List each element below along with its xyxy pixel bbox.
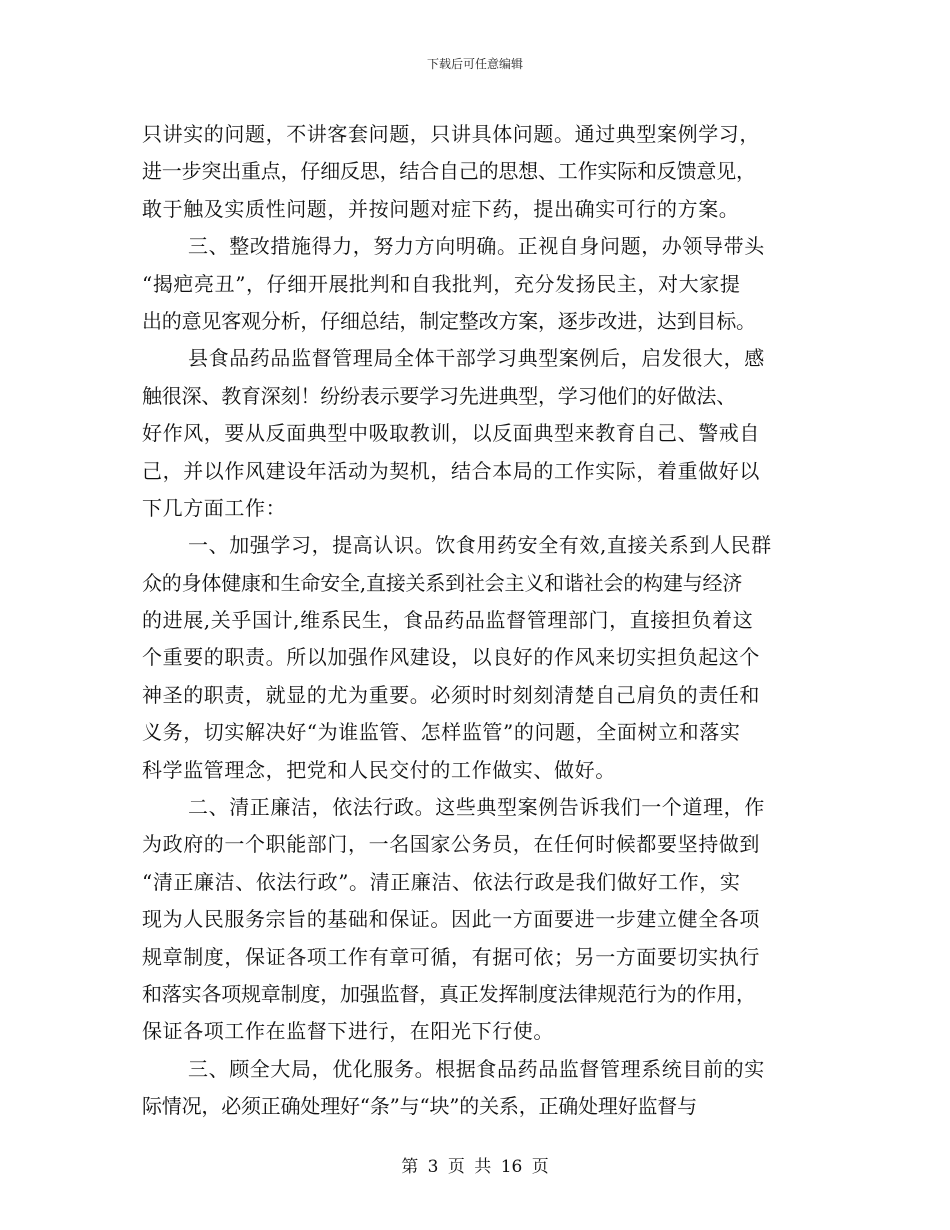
document-body <box>142 116 812 1126</box>
text-line: “揭疤亮丑”，仔细开展批判和自我批判，充分发扬民主，对大家提 <box>142 271 741 296</box>
text-line: 保证各项工作在监督下进行，在阳光下行使。 <box>142 1019 554 1044</box>
text-line: 己，并以作风建设年活动为契机，结合本局的工作实际，着重做好以 <box>142 458 760 483</box>
text-line: “清正廉洁、依法行政”。清正廉洁、依法行政是我们做好工作，实 <box>142 869 741 894</box>
text-line: 科学监管理念，把党和人民交付的工作做实、做好。 <box>142 757 616 782</box>
text-line: 义务，切实解决好“为谁监管、怎样监管”的问题，全面树立和落实 <box>142 720 741 745</box>
text-line: 触很深、教育深刻！纷纷表示要学习先进典型，学习他们的好做法、 <box>142 383 736 408</box>
paragraph-start-line: 二、清正廉洁，依法行政。这些典型案例告诉我们一个道理，作 <box>188 795 765 820</box>
page-number-footer: 第 3 页 共 16 页 <box>401 1157 549 1177</box>
text-line: 和落实各项规章制度，加强监督，真正发挥制度法律规范行为的作用， <box>142 981 756 1006</box>
page-header-note: 下载后可任意编辑 <box>426 57 523 71</box>
text-line: 神圣的职责，就显的尤为重要。必须时时刻刻清楚自己肩负的责任和 <box>142 682 760 707</box>
text-line: 个重要的职责。所以加强作风建设，以良好的作风来切实担负起这个 <box>142 645 760 670</box>
text-line: 敢于触及实质性问题，并按问题对症下药，提出确实可行的方案。 <box>142 196 740 221</box>
text-line: 现为人民服务宗旨的基础和保证。因此一方面要进一步建立健全各项 <box>142 907 760 932</box>
text-line: 际情况，必须正确处理好“条”与“块”的关系，正确处理好监督与 <box>142 1094 697 1119</box>
paragraph-start-line: 三、整改措施得力，努力方向明确。正视自身问题，办领导带头 <box>188 234 765 259</box>
text-line: 好作风，要从反面典型中吸取教训，以反面典型来教育自己、警戒自 <box>142 421 760 446</box>
paragraph-start-line: 三、顾全大局，优化服务。根据食品药品监督管理系统目前的实 <box>188 1056 765 1081</box>
text-line: 的进展,关乎国计,维系民生，食品药品监督管理部门，直接担负着这 <box>142 608 754 633</box>
paragraph-start-line: 一、加强学习，提高认识。饮食用药安全有效,直接关系到人民群 <box>188 533 772 558</box>
text-line: 为政府的一个职能部门，一名国家公务员，在任何时候都要坚持做到 <box>142 832 760 857</box>
paragraph-start-line: 县食品药品监督管理局全体干部学习典型案例后，启发很大，感 <box>188 346 765 371</box>
text-line: 下几方面工作： <box>142 495 287 520</box>
text-line: 出的意见客观分析，仔细总结，制定整改方案，逐步改进，达到目标。 <box>142 308 756 333</box>
text-line: 规章制度，保证各项工作有章可循，有据可依；另一方面要切实执行 <box>142 944 760 969</box>
text-line: 只讲实的问题，不讲客套问题，只讲具体问题。通过典型案例学习， <box>142 122 760 146</box>
text-line: 进一步突出重点，仔细反思，结合自己的思想、工作实际和反馈意见， <box>142 159 756 184</box>
text-line: 众的身体健康和生命安全,直接关系到社会主义和谐社会的构建与经济 <box>142 570 743 595</box>
